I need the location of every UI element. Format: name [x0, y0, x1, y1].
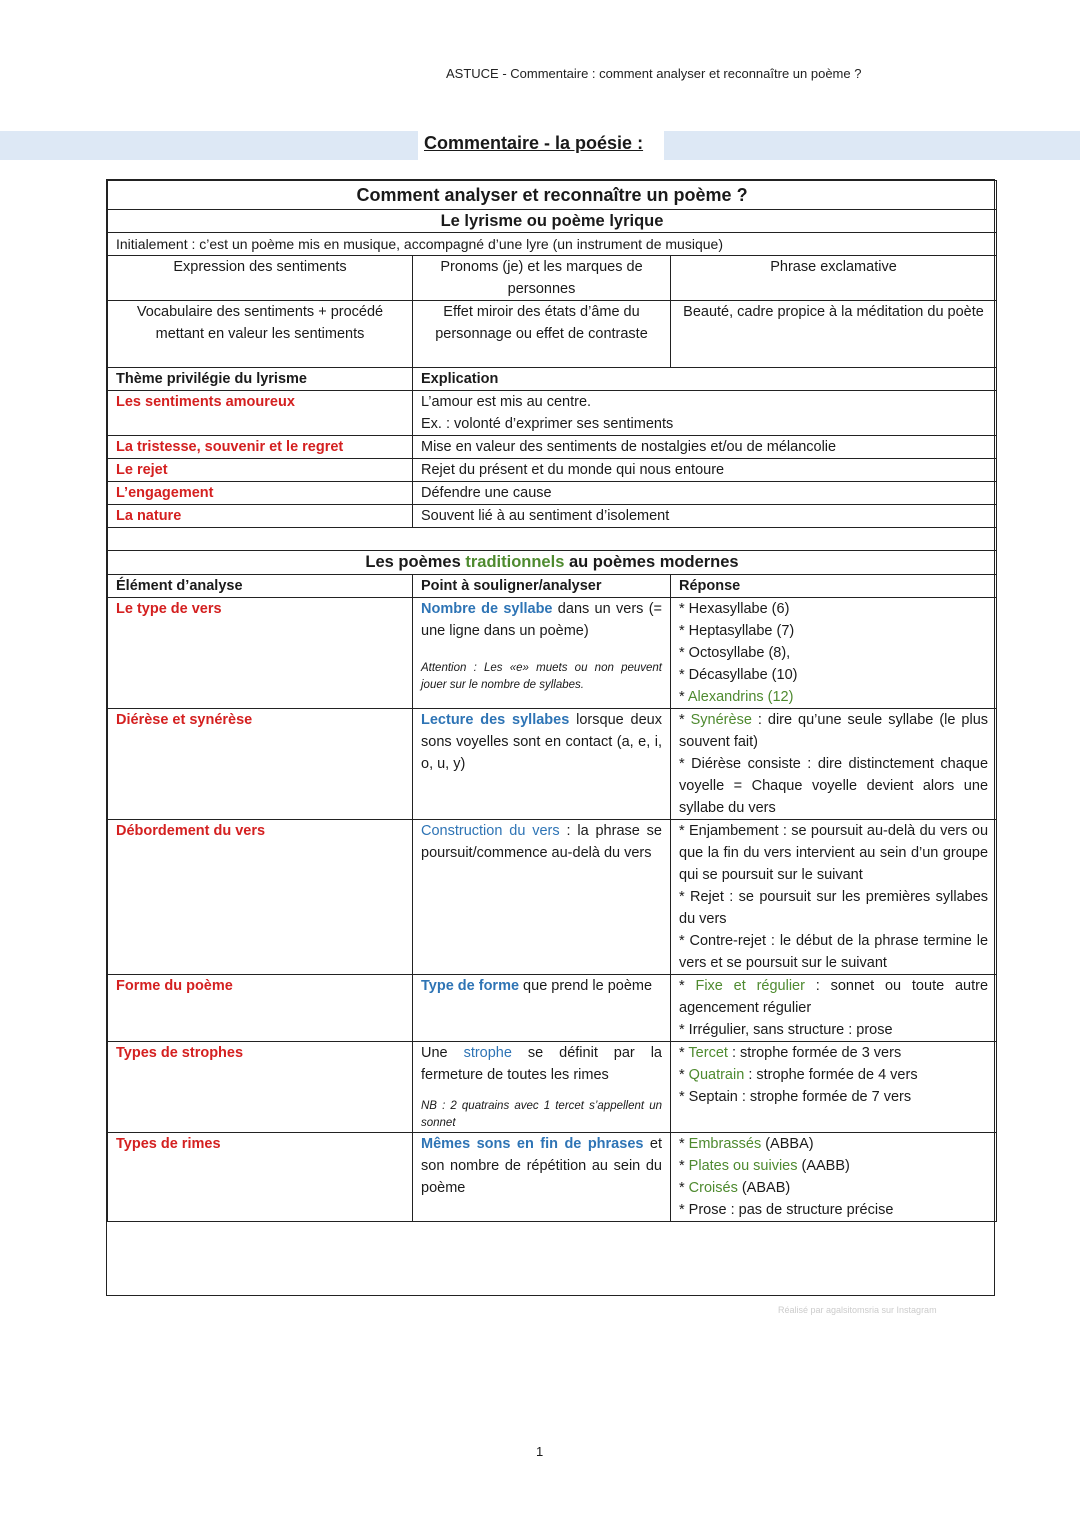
element-name: Types de rimes	[108, 1133, 413, 1222]
reponse-line: * Rejet : se poursuit sur les premières syllabes du vers	[679, 889, 989, 927]
title-band-left	[0, 131, 418, 160]
page-number: 1	[536, 1444, 544, 1459]
reponse-line: * Contre-rejet : le début de la phrase termine le vers et se poursuit sur le suivant	[679, 933, 989, 971]
grid-cell: Phrase exclamative	[671, 256, 997, 301]
grid-cell: Beauté, cadre propice à la méditation du poète	[671, 301, 997, 368]
theme-explanation: Défendre une cause	[413, 482, 997, 505]
point-cell	[413, 598, 671, 709]
theme-row	[108, 459, 997, 482]
forme-row	[108, 975, 997, 1042]
reponse-text: : strophe formée de 3 vers	[727, 1045, 902, 1061]
theme-row	[108, 436, 997, 459]
reponse-text: (ABAB)	[737, 1180, 791, 1196]
col-theme-header: Thème privilégie du lyrisme	[108, 368, 413, 391]
reponse-cell	[671, 1133, 997, 1222]
point-cell	[413, 1042, 671, 1133]
point-highlight: Mêmes sons en fin de phrases	[421, 1136, 644, 1152]
theme-explanation	[413, 391, 997, 436]
reponse-cell	[671, 820, 997, 975]
lyrisme-grid-row-1	[108, 256, 997, 301]
point-cell	[413, 1133, 671, 1222]
reponse-line: * Décasyllabe (10)	[679, 667, 798, 683]
analysis-table	[107, 180, 997, 1222]
reponse-line: * Hexasyllabe (6)	[679, 601, 790, 617]
reponse-highlight: Fixe et régulier	[695, 978, 805, 994]
reponse-line: * Enjambement : se poursuit au-delà du vers ou que la fin du vers intervient au sein d’un groupe qui se poursuit sur le suivant	[679, 823, 989, 883]
point-text: lorsque deux sons voyelles sont en contact (a, e, i, o, u, y)	[421, 712, 662, 772]
poemes-title-row	[108, 551, 997, 575]
theme-name: La nature	[108, 505, 413, 528]
bullet: *	[679, 689, 688, 705]
reponse-line: * Prose : pas de structure précise	[679, 1202, 894, 1218]
col-reponse-header: Réponse	[671, 575, 997, 598]
reponse-line	[679, 1064, 988, 1086]
analysis-table-frame	[106, 179, 995, 1296]
poemes-title-green: traditionnels	[465, 553, 565, 571]
reponse-line	[679, 709, 988, 753]
grid-cell: Vocabulaire des sentiments + procédé mettant en valeur les sentiments	[108, 301, 413, 368]
rimes-row	[108, 1133, 997, 1222]
reponse-line	[679, 1042, 988, 1064]
spacer-row	[108, 528, 997, 551]
title-band-right	[664, 131, 1080, 160]
reponse-cell	[671, 975, 997, 1042]
grid-cell: Effet miroir des états d’âme du personnage ou effet de contraste	[413, 301, 671, 368]
reponse-highlight: Tercet	[688, 1045, 728, 1061]
point-cell	[413, 975, 671, 1042]
lyrisme-intro: Initialement : c’est un poème mis en musique, accompagné d’une lyre (un instrument de musique)	[108, 233, 997, 256]
point-note: Attention : Les «e» muets ou non peuvent jouer sur le nombre de syllabes.	[421, 662, 662, 691]
point-text: que prend le poème	[519, 978, 653, 994]
dierese-row	[108, 709, 997, 820]
col-element-header: Élément d’analyse	[108, 575, 413, 598]
reponse-text: : dire qu’une seule syllabe (le plus souvent fait)	[679, 712, 989, 750]
point-highlight: Type de forme	[421, 978, 520, 994]
reponse-highlight: Croisés	[688, 1180, 738, 1196]
theme-name: L’engagement	[108, 482, 413, 505]
reponse-line	[679, 1177, 988, 1199]
theme-name: Le rejet	[108, 459, 413, 482]
vers-row	[108, 598, 997, 709]
debordement-row	[108, 820, 997, 975]
reponse-text: (ABBA)	[761, 1136, 814, 1152]
point-text: dans un vers (= une ligne dans un poème)	[421, 601, 662, 639]
poemes-title	[108, 551, 997, 575]
element-name: Débordement du vers	[108, 820, 413, 975]
document-title: Commentaire - la poésie :	[424, 133, 644, 153]
reponse-text: : strophe formée de 4 vers	[744, 1067, 918, 1083]
page-header: ASTUCE - Commentaire : comment analyser et reconnaître un poème ?	[446, 66, 862, 81]
reponse-text: : sonnet ou toute autre agencement régulier	[679, 978, 989, 1016]
point-highlight: Construction du vers	[421, 823, 560, 839]
bullet: *	[679, 1067, 689, 1083]
reponse-cell	[671, 709, 997, 820]
reponse-highlight: Quatrain	[688, 1067, 745, 1083]
theme-explanation: Mise en valeur des sentiments de nostalgies et/ou de mélancolie	[413, 436, 997, 459]
main-title-row	[108, 181, 997, 210]
reponse-cell	[671, 598, 997, 709]
theme-row	[108, 391, 997, 436]
theme-explanation: Souvent lié à au sentiment d’isolement	[413, 505, 997, 528]
poemes-header-row	[108, 575, 997, 598]
bullet: *	[679, 1136, 689, 1152]
reponse-line	[679, 975, 988, 1019]
reponse-line: * Diérèse consiste : dire distinctement chaque voyelle = Chaque voyelle devient alors une syllabe du vers	[679, 756, 989, 816]
point-text: se définit par la fermeture de toutes les rimes	[421, 1045, 662, 1083]
element-name: Types de strophes	[108, 1042, 413, 1133]
grid-cell: Expression des sentiments	[108, 256, 413, 301]
footer-credit: Réalisé par agalsitomsria sur Instagram	[778, 1305, 937, 1315]
point-text: : la phrase se poursuit/commence au-delà du vers	[421, 823, 662, 861]
theme-row	[108, 482, 997, 505]
reponse-line: * Irrégulier, sans structure : prose	[679, 1022, 893, 1038]
bullet: *	[679, 1045, 689, 1061]
lyrisme-title-row	[108, 210, 997, 233]
point-cell	[413, 820, 671, 975]
point-text: et son nombre de répétition au sein du poème	[421, 1136, 662, 1196]
poemes-title-post: au poèmes modernes	[564, 553, 739, 571]
theme-row	[108, 505, 997, 528]
element-name: Le type de vers	[108, 598, 413, 709]
strophes-row	[108, 1042, 997, 1133]
reponse-line: * Heptasyllabe (7)	[679, 623, 795, 639]
reponse-text: (AABB)	[797, 1158, 850, 1174]
point-highlight: strophe	[463, 1045, 512, 1061]
reponse-line: * Septain : strophe formée de 7 vers	[679, 1089, 912, 1105]
element-name: Forme du poème	[108, 975, 413, 1042]
point-highlight: Lecture des syllabes	[421, 712, 570, 728]
bullet: *	[679, 712, 691, 728]
col-point-header: Point à souligner/analyser	[413, 575, 671, 598]
bullet: *	[679, 978, 696, 994]
theme-expl-line: L’amour est mis au centre.	[421, 394, 592, 410]
reponse-cell	[671, 1042, 997, 1133]
theme-explanation: Rejet du présent et du monde qui nous entoure	[413, 459, 997, 482]
reponse-highlight: Alexandrins (12)	[687, 689, 794, 705]
lyrisme-intro-row	[108, 233, 997, 256]
bullet: *	[679, 1180, 689, 1196]
reponse-line	[679, 686, 988, 708]
element-name: Diérèse et synérèse	[108, 709, 413, 820]
poemes-title-pre: Les poèmes	[365, 553, 466, 571]
theme-name: La tristesse, souvenir et le regret	[108, 436, 413, 459]
col-expl-header: Explication	[413, 368, 997, 391]
theme-name: Les sentiments amoureux	[108, 391, 413, 436]
reponse-line	[679, 1133, 988, 1155]
reponse-highlight: Embrassés	[688, 1136, 762, 1152]
theme-expl-line: Ex. : volonté d’exprimer ses sentiments	[421, 416, 674, 432]
point-text: Une	[421, 1045, 464, 1061]
themes-header-row	[108, 368, 997, 391]
lyrisme-grid-row-2	[108, 301, 997, 368]
lyrisme-title: Le lyrisme ou poème lyrique	[108, 210, 997, 233]
main-title: Comment analyser et reconnaître un poème ?	[108, 181, 997, 210]
bullet: *	[679, 1158, 689, 1174]
spacer-cell	[108, 528, 997, 551]
point-note: NB : 2 quatrains avec 1 tercet s’appellent un sonnet	[421, 1100, 662, 1129]
point-highlight: Nombre de syllabe	[421, 601, 553, 617]
grid-cell: Pronoms (je) et les marques de personnes	[413, 256, 671, 301]
reponse-highlight: Synérèse	[690, 712, 752, 728]
reponse-line: * Octosyllabe (8),	[679, 645, 791, 661]
reponse-highlight: Plates ou suivies	[688, 1158, 798, 1174]
reponse-line	[679, 1155, 988, 1177]
point-cell	[413, 709, 671, 820]
